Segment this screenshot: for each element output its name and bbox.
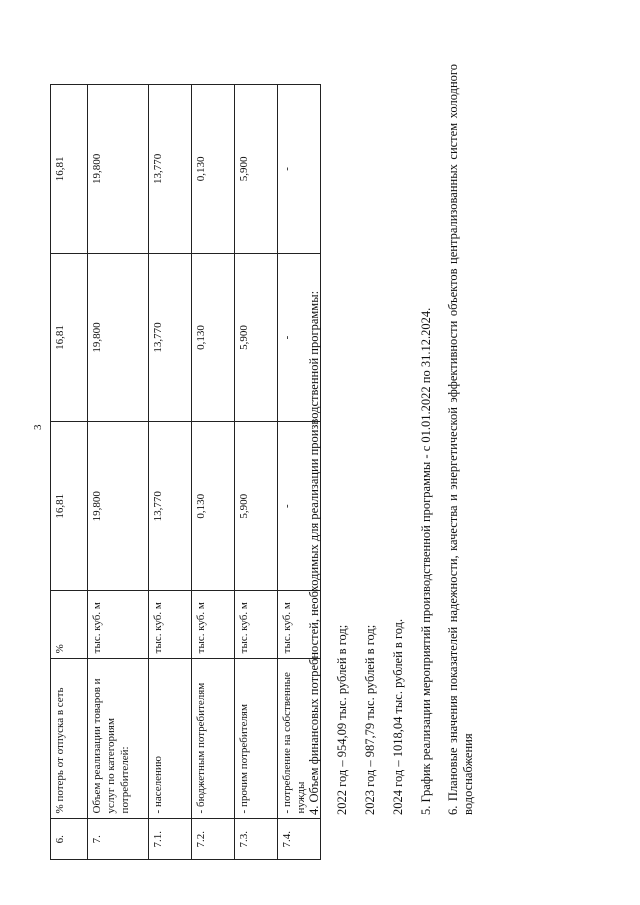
row-value: - [278, 85, 321, 254]
row-value: 19,800 [88, 253, 149, 422]
rotated-content [50, 40, 610, 860]
row-unit: тыс. куб. м [192, 591, 235, 659]
row-value: - [278, 253, 321, 422]
row-value: 0,130 [192, 253, 235, 422]
row-unit: % [51, 591, 88, 659]
row-name: - потребление на собственные нужды [278, 659, 321, 819]
table-row [235, 85, 278, 860]
year-2024-line: 2024 год – 1018,04 тыс. рублей в год. [391, 618, 405, 815]
row-name: Объем реализации товаров и услуг по категориям потребителей: [88, 659, 149, 819]
row-value: 0,130 [192, 422, 235, 591]
financial-needs-heading: 4. Объем финансовых потребностей, необходимых для реализации производственной программы: [307, 290, 321, 815]
year-2023-line: 2023 год – 987,79 тыс. рублей в год; [363, 624, 377, 815]
table-row [192, 85, 235, 860]
table-row [88, 85, 149, 860]
row-name: - бюджетным потребителям [192, 659, 235, 819]
row-value: - [278, 422, 321, 591]
table-row [149, 85, 192, 860]
body-text [300, 64, 476, 840]
row-value: 16,81 [51, 85, 88, 254]
row-value: 16,81 [51, 253, 88, 422]
row-number: 7.3. [235, 819, 278, 860]
row-value: 19,800 [88, 85, 149, 254]
planned-values-heading: 6. Плановые значения показателей надежности, качества и энергетической эффективности объектов централизованных систем холодного водоснабжения [446, 64, 475, 815]
table-row [51, 85, 88, 860]
row-number: 7.2. [192, 819, 235, 860]
row-value: 13,770 [149, 253, 192, 422]
row-value: 0,130 [192, 85, 235, 254]
row-value: 13,770 [149, 422, 192, 591]
row-unit: тыс. куб. м [235, 591, 278, 659]
row-number: 7. [88, 819, 149, 860]
row-name: - прочим потребителям [235, 659, 278, 819]
year-2022-line: 2022 год – 954,09 тыс. рублей в год; [335, 624, 349, 815]
row-value: 5,900 [235, 85, 278, 254]
row-value: 5,900 [235, 422, 278, 591]
row-unit: тыс. куб. м [278, 591, 321, 659]
row-value: 5,900 [235, 253, 278, 422]
page-number: 3 [32, 424, 44, 430]
row-number: 6. [51, 819, 88, 860]
row-value: 16,81 [51, 422, 88, 591]
row-value: 19,800 [88, 422, 149, 591]
schedule-line: 5. График реализации мероприятий производственной программы - с 01.01.2022 по 31.12.2024. [419, 307, 433, 815]
row-number: 7.4. [278, 819, 321, 860]
indicators-table [50, 84, 321, 860]
row-name: - населению [149, 659, 192, 819]
row-number: 7.1. [149, 819, 192, 860]
row-name: % потерь от отпуска в сеть [51, 659, 88, 819]
row-value: 13,770 [149, 85, 192, 254]
row-unit: тыс. куб. м [88, 591, 149, 659]
row-unit: тыс. куб. м [149, 591, 192, 659]
